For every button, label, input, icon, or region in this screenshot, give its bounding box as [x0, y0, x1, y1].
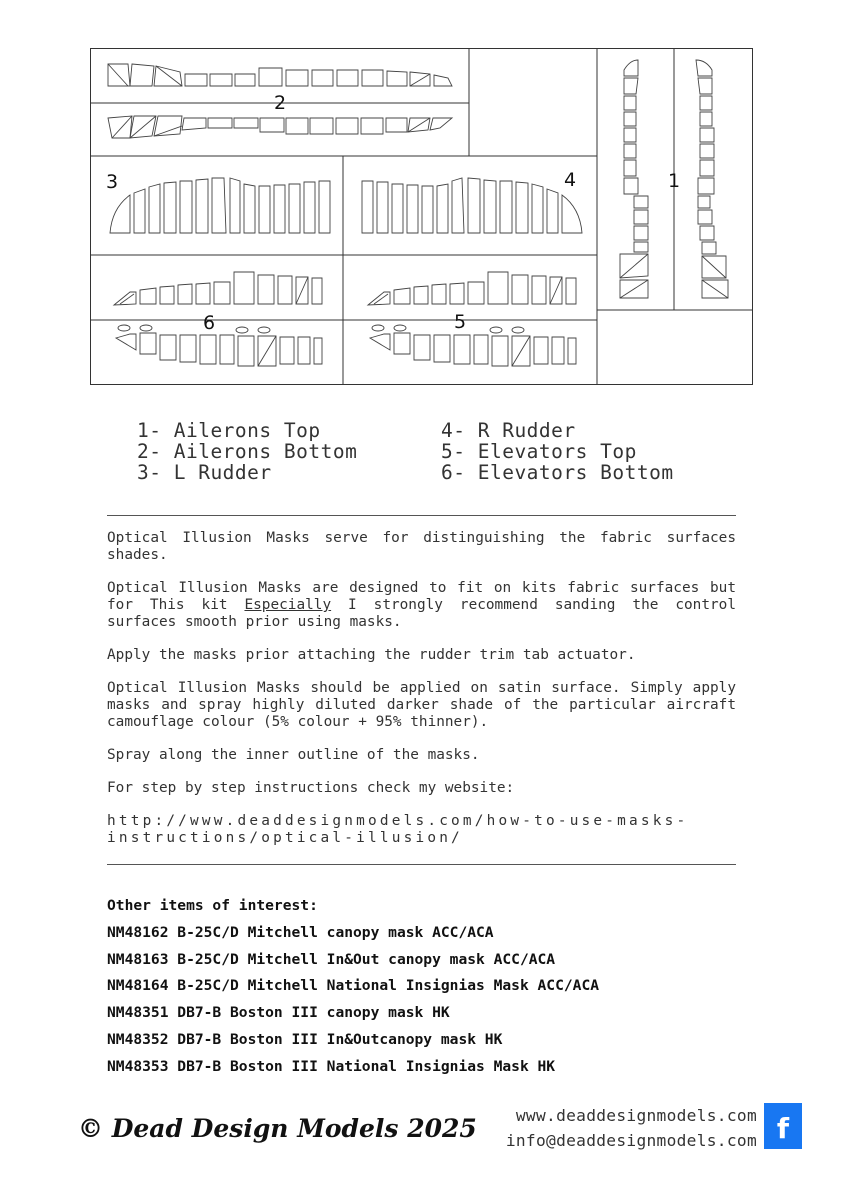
email-link[interactable]: info@deaddesignmodels.com	[505, 1131, 757, 1150]
ailerons-top-masks	[108, 64, 452, 86]
legend-item: 2- Ailerons Bottom	[137, 440, 358, 463]
list-item: NM48163 B-25C/D Mitchell In&Out canopy mask ACC/ACA	[107, 950, 556, 968]
list-item: NM48353 DB7-B Boston III National Insignias Mask HK	[107, 1057, 556, 1075]
list-item: NM48164 B-25C/D Mitchell National Insignias Mask ACC/ACA	[107, 977, 600, 995]
elevators-bottom-right-masks	[370, 325, 576, 366]
other-items-heading: Other items of interest:	[107, 897, 318, 914]
instruction-text: Optical Illusion Masks are designed to fit on kits fabric surfaces but for This kit	[107, 580, 736, 613]
emphasis-text: Especially	[244, 597, 332, 613]
legend-left	[137, 420, 357, 483]
legend-item: 3- L Rudder	[137, 461, 272, 484]
sheet-label-4: 4	[564, 169, 577, 191]
divider	[107, 864, 736, 865]
legend-item: 5- Elevators Top	[441, 440, 637, 463]
contact-info	[506, 1103, 757, 1153]
website-link[interactable]: www.deaddesignmodels.com	[515, 1106, 757, 1125]
instruction-paragraph: Spray along the inner outline of the masks.	[107, 747, 480, 763]
r-rudder-masks	[362, 178, 582, 233]
elevators-top-left-masks	[114, 272, 322, 305]
legend-item: 1- Ailerons Top	[137, 419, 321, 442]
instruction-paragraph: For step by step instructions check my website:	[107, 780, 515, 796]
legend-item: 4- R Rudder	[441, 419, 576, 442]
copyright: © Dead Design Models 2025	[78, 1114, 477, 1143]
ailerons-bottom-masks	[108, 116, 452, 138]
sheet-label-2: 2	[274, 92, 287, 114]
instructions	[107, 530, 736, 863]
elevators-bottom-left-masks	[116, 325, 322, 366]
sheet-label-6: 6	[203, 312, 216, 334]
elevators-top-right-masks	[368, 272, 576, 305]
instruction-paragraph: Optical Illusion Masks serve for distinguishing the fabric surfaces shades.	[107, 530, 736, 563]
instruction-paragraph: Optical Illusion Masks should be applied on satin surface. Simply apply masks and spray highly diluted darker shade of the particular aircraft camouflage colour (5% colour + 95% thinner).	[107, 680, 736, 730]
instruction-text: I strongly recommend sanding the control surfaces smooth prior using masks.	[107, 597, 736, 630]
other-items-list	[107, 897, 599, 1085]
instruction-paragraph	[107, 580, 736, 631]
divider	[107, 515, 736, 516]
list-item: NM48162 B-25C/D Mitchell canopy mask ACC/ACA	[107, 923, 494, 941]
legend-right	[441, 420, 674, 483]
legend-item: 6- Elevators Bottom	[441, 461, 674, 484]
sheet-label-1: 1	[668, 170, 681, 192]
list-item: NM48351 DB7-B Boston III canopy mask HK	[107, 1004, 450, 1022]
sheet-label-3: 3	[106, 171, 119, 193]
l-rudder-masks	[110, 178, 330, 233]
instructions-url[interactable]: http://www.deaddesignmodels.com/how-to-use-masks-instructions/optical-illusion/	[107, 813, 689, 846]
sheet-label-5: 5	[454, 311, 467, 333]
instruction-paragraph: Apply the masks prior attaching the rudder trim tab actuator.	[107, 647, 636, 663]
mask-sheet-diagram	[90, 48, 753, 385]
sheet-border	[91, 49, 753, 385]
facebook-icon[interactable]: f	[764, 1103, 802, 1149]
list-item: NM48352 DB7-B Boston III In&Outcanopy mask HK	[107, 1030, 503, 1048]
